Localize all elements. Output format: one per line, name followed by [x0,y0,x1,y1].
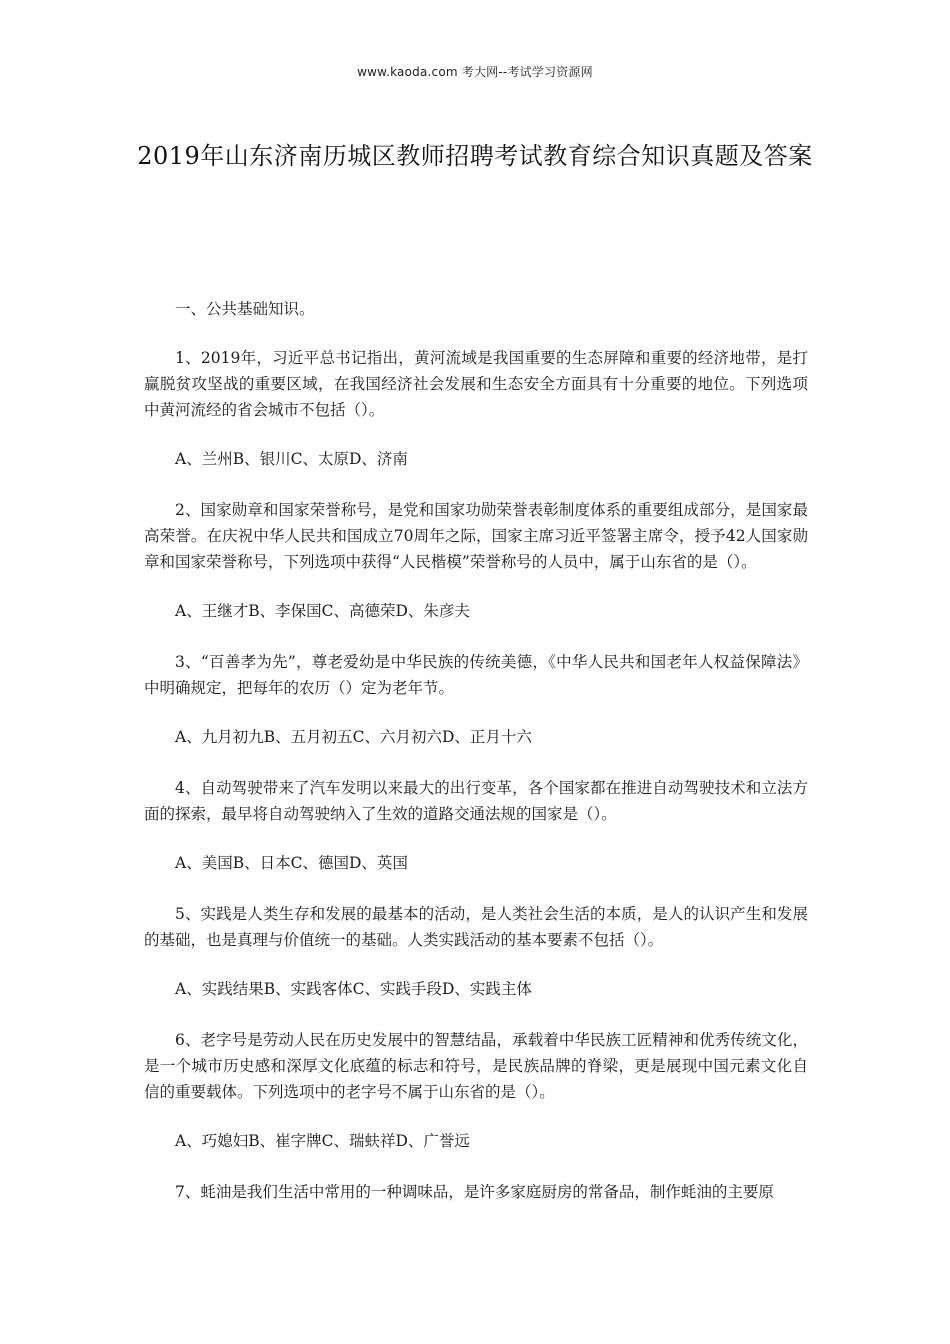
question-4-stem: 4、自动驾驶带来了汽车发明以来最大的出行变革，各个国家都在推进自动驾驶技术和立法方面的探索，最早将自动驾驶纳入了生效的道路交通法规的国家是（）。 [144,779,808,823]
question-2-options: A、王继才B、李保国C、高德荣D、朱彦夫 [175,602,470,620]
document-body [144,296,808,1228]
question-5-options: A、实践结果B、实践客体C、实践手段D、实践主体 [175,980,532,998]
question-6-stem: 6、老字号是劳动人民在历史发展中的智慧结晶，承载着中华民族工匠精神和优秀传统文化，是一个城市历史感和深厚文化底蕴的标志和符号，是民族品牌的脊梁，更是展现中国元素文化自信的重要载体。下列选项中的老字号不属于山东省的是（）。 [144,1031,808,1101]
question-1-stem: 1、2019年，习近平总书记指出，黄河流域是我国重要的生态屏障和重要的经济地带，是打赢脱贫攻坚战的重要区域，在我国经济社会发展和生态安全方面具有十分重要的地位。下列选项中黄河流经的省会城市不包括（）。 [144,349,808,419]
question-4-options: A、美国B、日本C、德国D、英国 [175,854,408,872]
question-5-stem: 5、实践是人类生存和发展的最基本的活动，是人类社会生活的本质，是人的认识产生和发展的基础，也是真理与价值统一的基础。人类实践活动的基本要素不包括（）。 [144,905,808,949]
section-heading: 一、公共基础知识。 [175,300,315,318]
question-1-options: A、兰州B、银川C、太原D、济南 [175,450,408,468]
question-3-stem: 3、“百善孝为先”，尊老爱幼是中华民族的传统美德，《中华人民共和国老年人权益保障法》中明确规定，把每年的农历（）定为老年节。 [144,653,808,697]
document-title: 2019年山东济南历城区教师招聘考试教育综合知识真题及答案 [137,142,813,170]
site-header: www.kaoda.com 考大网--考试学习资源网 [357,65,593,79]
question-6-options: A、巧媳妇B、崔字牌C、瑞蚨祥D、广誉远 [175,1132,470,1150]
question-7-stem: 7、蚝油是我们生活中常用的一种调味品，是许多家庭厨房的常备品，制作蚝油的主要原 [175,1183,774,1201]
question-3-options: A、九月初九B、五月初五C、六月初六D、正月十六 [175,728,532,746]
question-2-stem: 2、国家勋章和国家荣誉称号，是党和国家功勋荣誉表彰制度体系的重要组成部分，是国家最高荣誉。在庆祝中华人民共和国成立70周年之际，国家主席习近平签署主席令，授予42人国家勋章和国家荣誉称号，下列选项中获得“人民楷模”荣誉称号的人员中，属于山东省的是（）。 [144,501,808,571]
